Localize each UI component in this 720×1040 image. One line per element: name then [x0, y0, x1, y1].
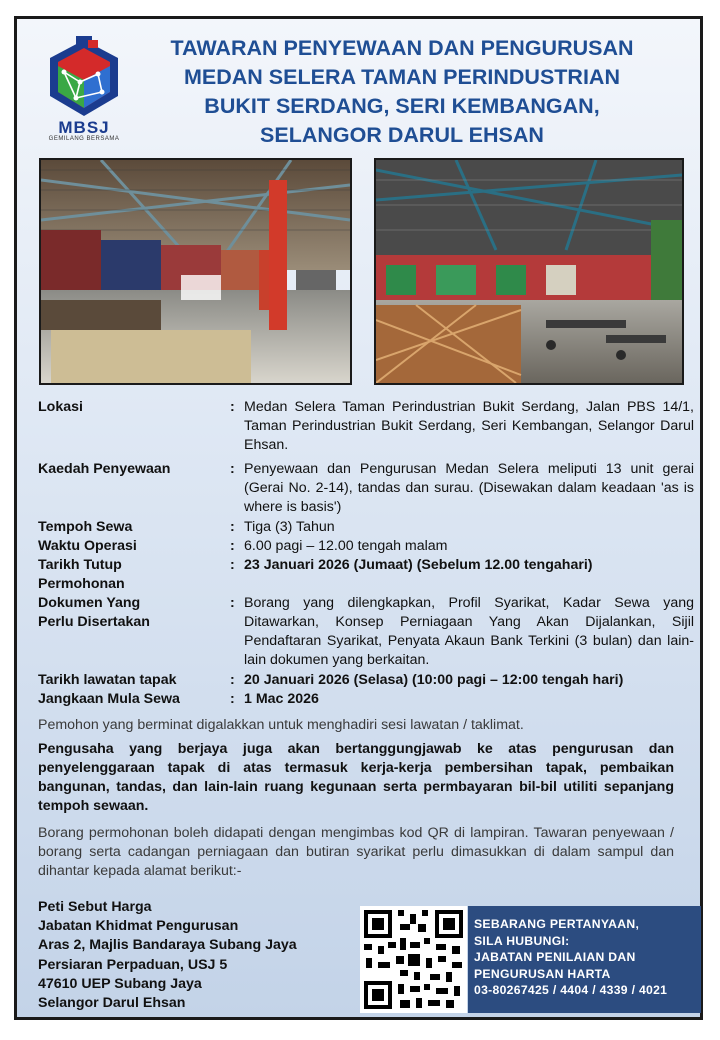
value-lokasi: Medan Selera Taman Perindustrian Bukit Serdang, Jalan PBS 14/1, Taman Perindustrian Bukit Serdang, Seri Kembangan, Selangor Darul Ehsan. [244, 399, 694, 453]
label-kaedah-penyewaan: Kaedah Penyewaan [38, 461, 171, 477]
label-dokumen: Dokumen Yang Perlu Disertakan [38, 595, 150, 630]
qr-code[interactable] [360, 906, 467, 1013]
address-line: Selangor Darul Ehsan [38, 995, 186, 1012]
label-mula-sewa: Jangkaan Mula Sewa [38, 691, 180, 707]
title-line: TAWARAN PENYEWAAN DAN PENGURUSAN [170, 36, 634, 60]
mbsj-emblem-icon [40, 36, 128, 120]
address-line: Jabatan Khidmat Pengurusan [38, 918, 239, 935]
address-line: Persiaran Perpaduan, USJ 5 [38, 956, 228, 973]
contact-phone[interactable]: 03-80267425 / 4404 / 4339 / 4021 [474, 983, 668, 997]
food-court-photo-right [374, 158, 684, 385]
colon: : [230, 672, 235, 688]
value-kaedah-penyewaan: Penyewaan dan Pengurusan Medan Selera meliputi 13 unit gerai (Gerai No. 2-14), tandas dan surau. (Disewakan dalam keadaan 'as is where is basis') [244, 461, 694, 515]
colon: : [230, 595, 235, 611]
mailing-address [38, 898, 358, 1013]
food-court-photo-left [39, 158, 352, 385]
note-tanggungjawab: Pengusaha yang berjaya juga akan bertanggungjawab ke atas pengurusan dan penyelenggaraan tapak di atas termasuk kerja-kerja pembersihan tapak, pembaikan bangunan, tandas, dan lain-lain ruang kegunaan serta permbayaran bil-bil utiliti sepanjang tempoh sewaan. [38, 741, 674, 814]
title-line: MEDAN SELERA TAMAN PERINDUSTRIAN [184, 65, 620, 89]
colon: : [230, 519, 235, 535]
address-line: Peti Sebut Harga [38, 899, 152, 915]
value-mula-sewa: 1 Mac 2026 [244, 691, 319, 707]
value-tarikh-tutup: 23 Januari 2026 (Jumaat) (Sebelum 12.00 tengahari) [244, 557, 593, 573]
contact-line: SILA HUBUNGI: [474, 933, 570, 948]
value-tarikh-lawatan: 20 Januari 2026 (Selasa) (10:00 pagi – 12:00 tengah hari) [244, 672, 624, 688]
colon: : [230, 461, 235, 477]
colon: : [230, 557, 235, 573]
colon: : [230, 691, 235, 707]
logo-tagline: GEMILANG BERSAMA [48, 136, 120, 142]
contact-line: JABATAN PENILAIAN DAN [474, 950, 636, 964]
contact-line: SEBARANG PERTANYAAN, [474, 917, 640, 931]
label-waktu-operasi: Waktu Operasi [38, 538, 137, 554]
label-tempoh-sewa: Tempoh Sewa [38, 519, 133, 535]
contact-box [468, 906, 701, 1013]
value-dokumen: Borang yang dilengkapkan, Profil Syarikat, Kadar Sewa yang Ditawarkan, Konsep Perniagaan Yang Akan Dijalankan, Sijil Pendaftaran Syarikat, Penyata Akaun Bank Terkini (3 bulan) dan lain-lain dokumen yang berkaitan. [244, 595, 694, 668]
value-tempoh-sewa: Tiga (3) Tahun [244, 519, 335, 535]
contact-line: PENGURUSAN HARTA [474, 966, 611, 981]
qr-code-icon [360, 906, 467, 1013]
note-borang: Borang permohonan boleh didapati dengan mengimbas kod QR di lampiran. Tawaran penyewaan / borang serta cadangan perniagaan dan butiran syarikat perlu dimasukkan di dalam sampul dan dihantar kepada alamat berikut:- [38, 825, 674, 879]
label-lokasi: Lokasi [38, 399, 83, 415]
value-waktu-operasi: 6.00 pagi – 12.00 tengah malam [244, 538, 448, 554]
address-line: 47610 UEP Subang Jaya [38, 975, 202, 992]
logo-wordmark: MBSJ [58, 118, 110, 137]
title-line: BUKIT SERDANG, SERI KEMBANGAN, [204, 94, 600, 118]
label-tarikh-tutup: Tarikh Tutup Permohonan [38, 557, 125, 592]
colon: : [230, 399, 235, 415]
note-lawatan: Pemohon yang berminat digalakkan untuk menghadiri sesi lawatan / taklimat. [38, 717, 524, 733]
label-tarikh-lawatan: Tarikh lawatan tapak [38, 672, 177, 688]
title-line: SELANGOR DARUL EHSAN [260, 123, 544, 147]
mbsj-logo [40, 36, 128, 144]
colon: : [230, 538, 235, 554]
poster-title [132, 34, 672, 150]
address-line: Aras 2, Majlis Bandaraya Subang Jaya [38, 937, 297, 954]
